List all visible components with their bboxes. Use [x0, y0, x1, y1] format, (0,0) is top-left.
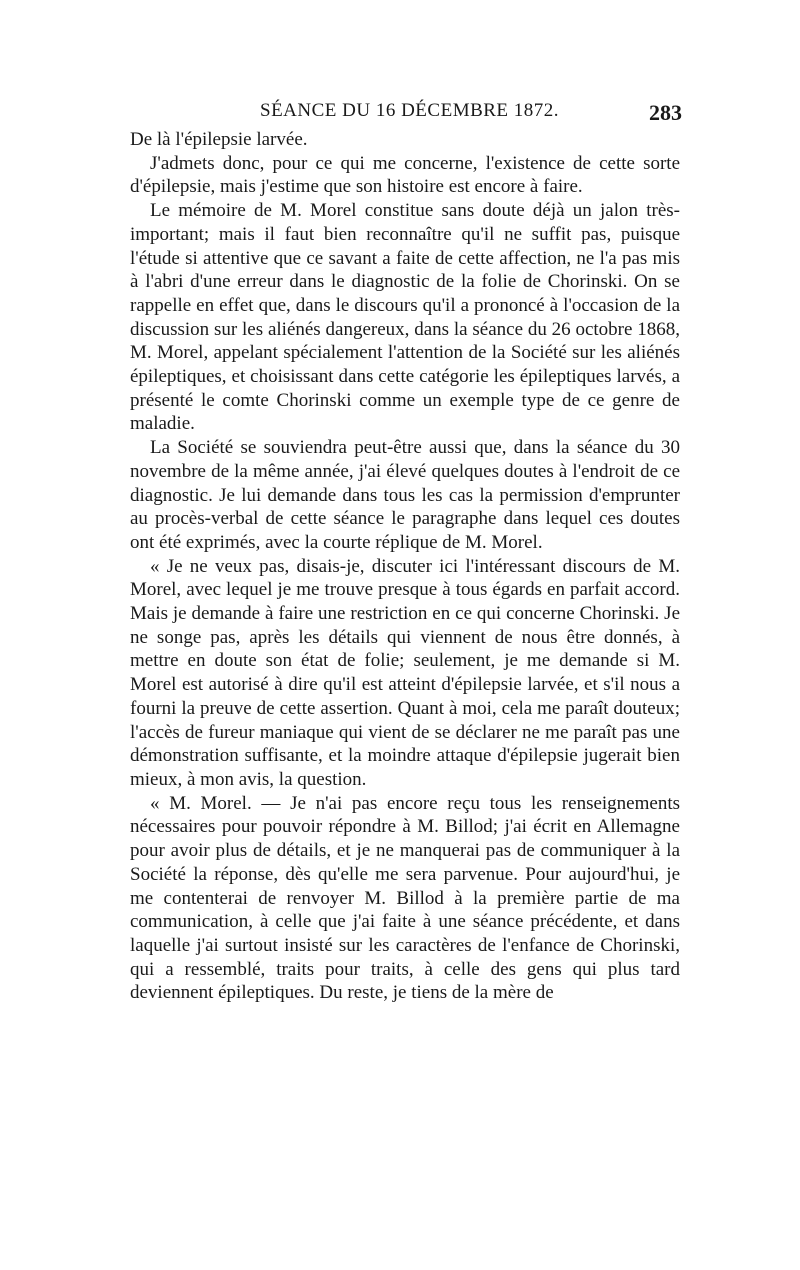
page-header — [130, 100, 682, 128]
paragraph: « Je ne veux pas, disais-je, discuter ici l'intéressant discours de M. Morel, avec lequel je me trouve presque à tous égards en parfait accord. Mais je demande à faire une restriction en ce qui concerne Chorinski. Je ne songe pas, après les détails qui viennent de nous être donnés, à mettre en doute son état de folie; seulement, je me demande si M. Morel est autorisé à dire qu'il est atteint d'épilepsie larvée, et s'il nous a fourni la preuve de cette assertion. Quant à moi, cela me paraît douteux; l'accès de fureur maniaque qui vient de se déclarer ne me paraît pas une démonstration suffisante, et la moindre attaque d'épilepsie jugerait bien mieux, à mon avis, la question. — [130, 555, 680, 790]
body-text — [130, 128, 680, 1005]
page-number: 283 — [649, 100, 682, 125]
running-title: SÉANCE DU 16 DÉCEMBRE 1872. — [260, 100, 560, 121]
paragraph: « M. Morel. — Je n'ai pas encore reçu tous les renseignements nécessaires pour pouvoir répondre à M. Billod; j'ai écrit en Allemagne pour avoir plus de détails, et je ne manquerai pas de communiquer à la Société la réponse, dès qu'elle me sera parvenue. Pour aujourd'hui, je me contenterai de renvoyer M. Billod à la première partie de ma communication, à celle que j'ai faite à une séance précédente, et dans laquelle j'ai surtout insisté sur les caractères de l'enfance de Chorinski, qui a ressemblé, traits pour traits, à celle des gens qui plus tard deviennent épileptiques. Du reste, je tiens de la mère de — [130, 792, 680, 1004]
paragraph: La Société se souviendra peut-être aussi que, dans la séance du 30 novembre de la même année, j'ai élevé quelques doutes à l'endroit de ce diagnostic. Je lui demande dans tous les cas la permission d'emprunter au procès-verbal de cette séance le paragraphe dans lequel ces doutes ont été exprimés, avec la courte réplique de M. Morel. — [130, 437, 680, 553]
paragraph: De là l'épilepsie larvée. — [130, 129, 308, 150]
paragraph: Le mémoire de M. Morel constitue sans doute déjà un jalon très-important; mais il faut bien reconnaître qu'il ne suffit pas, puisque l'étude si attentive que ce savant a faite de cette affection, ne l'a pas mis à l'abri d'une erreur dans le diagnostic de la folie de Chorinski. On se rappelle en effet que, dans le discours qu'il a prononcé à l'occasion de la discussion sur les aliénés dangereux, dans la séance du 26 octobre 1868, M. Morel, appelant spécialement l'attention de la Société sur les aliénés épileptiques, et choisissant dans cette catégorie les épileptiques larvés, a présenté le comte Chorinski comme un exemple type de ce genre de maladie. — [130, 200, 680, 435]
paragraph: J'admets donc, pour ce qui me concerne, l'existence de cette sorte d'épilepsie, mais j'estime que son histoire est encore à faire. — [130, 152, 680, 198]
